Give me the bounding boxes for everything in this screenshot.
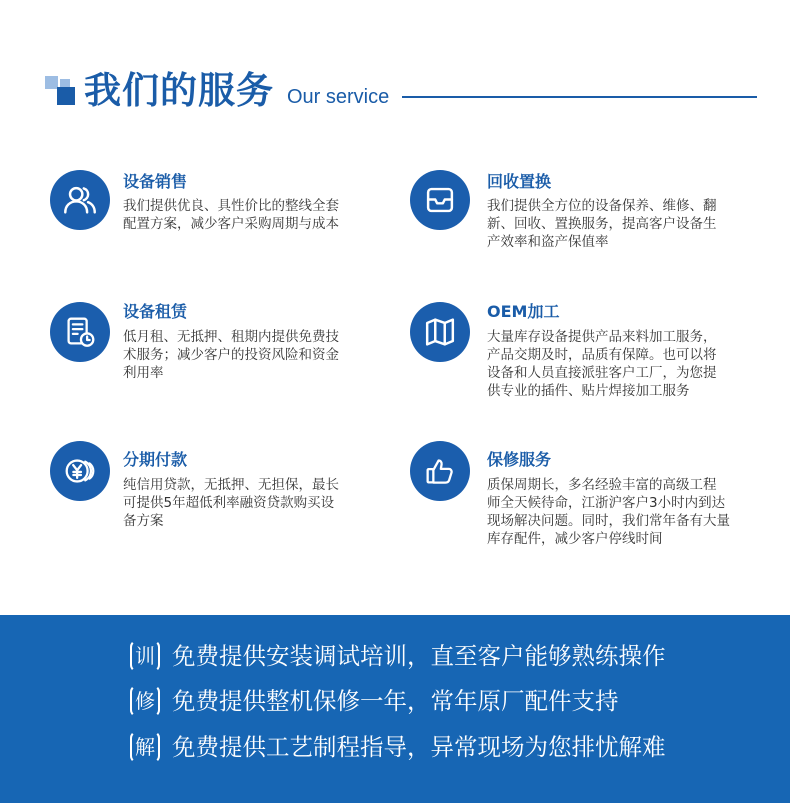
service-description: 质保周期长，多名经验丰富的高级工程 师全天候待命，江浙沪客户3小时内到达 现场解决问题。同时，我们常年备有大量 库存配件，减少客户停线时间 — [487, 477, 730, 547]
service-title: 保修服务 — [487, 450, 552, 469]
thumbs-up-icon — [410, 441, 470, 501]
page-title: 我们的服务 — [84, 69, 274, 112]
service-description: 低月租、无抵押、租期内提供免费技 术服务；减少客户的投资风险和资金 利用率 — [123, 329, 339, 381]
service-description: 我们提供全方位的设备保养、维修、翻 新、回收、置换服务，提高客户设备生 产效率和盗产保值率 — [487, 198, 717, 250]
service-description: 我们提供优良、具性价比的整线全套 配置方案，减少客户采购周期与成本 — [123, 198, 339, 232]
service-description: 大量库存设备提供产品来料加工服务， 产品交期及时，品质有保障。也可以将 设备和人员直接派驻客户工厂，为您提 供专业的插件、贴片焊接加工服务 — [487, 329, 717, 399]
header-divider — [402, 96, 757, 98]
benefit-badge: 训 — [130, 640, 160, 672]
stacked-squares-icon — [45, 76, 77, 108]
map-icon — [410, 302, 470, 362]
benefit-badge: 解 — [130, 731, 160, 763]
service-description: 纯信用贷款，无抵押、无担保，最长 可提供5年超低利率融资贷款购买设 备方案 — [123, 477, 339, 529]
benefit-badge: 修 — [130, 685, 160, 717]
benefit-text: 免费提供工艺制程指导，异常现场为您排忧解难 — [172, 733, 666, 761]
page-subtitle: Our service — [287, 86, 390, 108]
document-clock-icon — [50, 302, 110, 362]
benefit-text: 免费提供整机保修一年，常年原厂配件支持 — [172, 687, 619, 715]
benefit-text: 免费提供安装调试培训，直至客户能够熟练操作 — [172, 642, 666, 670]
service-title: 设备租赁 — [123, 302, 188, 321]
service-title: 设备销售 — [123, 172, 188, 191]
service-title: 分期付款 — [123, 450, 188, 469]
service-title: OEM加工 — [487, 302, 560, 321]
users-icon — [50, 170, 110, 230]
inbox-tray-icon — [410, 170, 470, 230]
yen-coins-icon — [50, 441, 110, 501]
service-title: 回收置换 — [487, 172, 552, 191]
